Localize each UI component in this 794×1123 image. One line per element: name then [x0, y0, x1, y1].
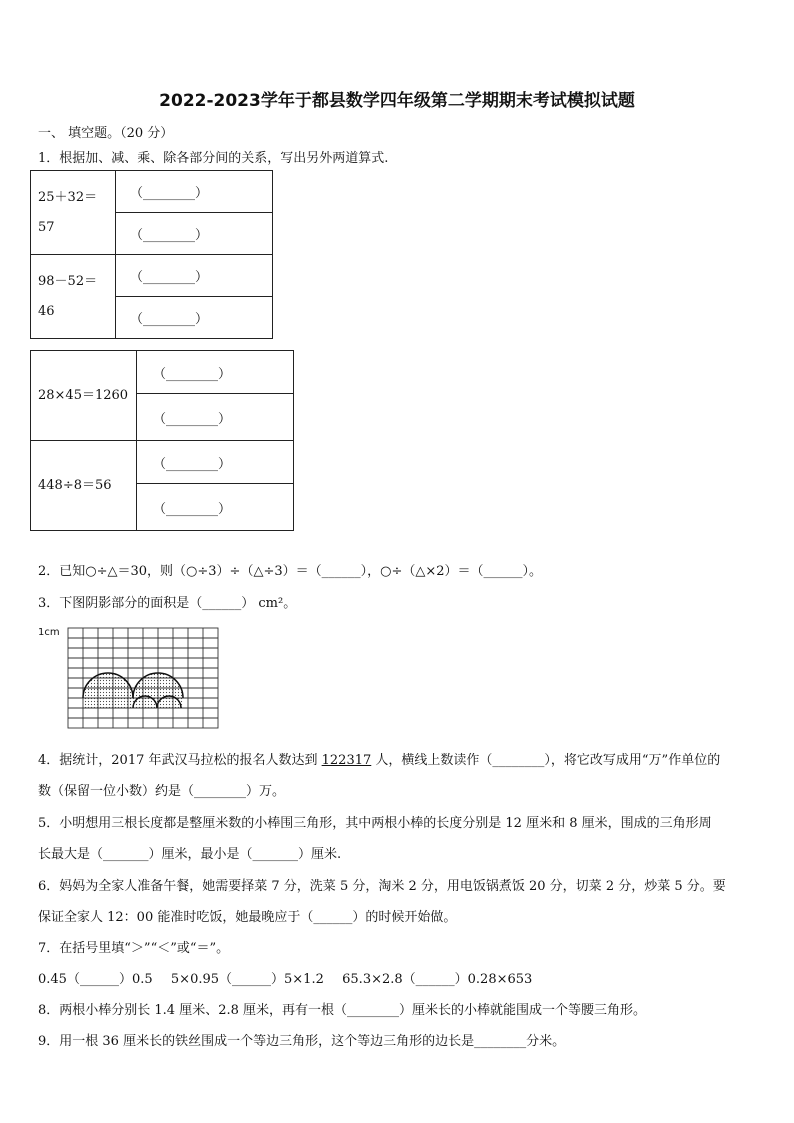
compare-item[interactable]: 0.45（______）0.5	[38, 972, 153, 987]
answer-cell[interactable]: （________）	[137, 394, 294, 441]
equation-result: 57	[38, 219, 55, 235]
answer-cell[interactable]: （________）	[116, 171, 273, 213]
calc-table-a	[30, 170, 273, 339]
question-1: 1．根据加、减、乘、除各部分间的关系，写出另外两道算式.	[38, 151, 389, 166]
answer-cell[interactable]: （________）	[116, 297, 273, 339]
question-7-items	[38, 968, 532, 987]
shaded-area-grid-figure	[36, 622, 226, 734]
page-title: 2022-2023学年于都县数学四年级第二学期期末考试模拟试题	[159, 91, 635, 111]
question-7: 7．在括号里填“＞”“＜”或“＝”。	[38, 941, 230, 956]
answer-cell[interactable]: （________）	[137, 441, 294, 484]
equation-text: 25＋32＝	[38, 189, 98, 205]
equation-cell: 448÷8＝56	[31, 441, 137, 531]
question-3: 3．下图阴影部分的面积是（______） cm²。	[38, 596, 297, 611]
question-2: 2．已知○÷△＝30，则（○÷3）÷（△÷3）＝（______），○÷（△×2）＝（______）。	[38, 564, 543, 579]
question-4-line-1: 4．据统计，2017 年武汉马拉松的报名人数达到 122317 人，横线上数读作（________），将它改写成用“万”作单位的	[38, 753, 721, 768]
answer-cell[interactable]: （________）	[116, 213, 273, 255]
answer-cell[interactable]: （________）	[137, 351, 294, 394]
equation-cell: 28×45＝1260	[31, 351, 137, 441]
calc-table-b	[30, 350, 294, 531]
compare-item[interactable]: 5×0.95（______）5×1.2	[170, 972, 324, 987]
question-9: 9．用一根 36 厘米长的铁丝围成一个等边三角形，这个等边三角形的边长是________分米。	[38, 1034, 566, 1049]
answer-cell[interactable]: （________）	[137, 484, 294, 531]
equation-text: 98－52＝	[38, 273, 98, 289]
question-5-line-2: 长最大是（_______）厘米，最小是（_______）厘米.	[38, 847, 342, 862]
question-8: 8．两根小棒分别长 1.4 厘米、2.8 厘米，再有一根（________）厘米长的小棒就能围成一个等腰三角形。	[38, 1003, 647, 1018]
underlined-number: 122317	[321, 753, 372, 768]
section-heading: 一、 填空题。（20 分）	[38, 126, 174, 141]
question-4-line-2: 数（保留一位小数）约是（________）万。	[38, 784, 286, 799]
compare-item[interactable]: 65.3×2.8（______）0.28×653	[342, 972, 533, 987]
equation-cell	[31, 171, 116, 255]
equation-result: 46	[38, 303, 55, 319]
question-6-line-2: 保证全家人 12：00 能准时吃饭，她最晚应于（______）的时候开始做。	[38, 910, 457, 925]
equation-cell	[31, 255, 116, 339]
answer-cell[interactable]: （________）	[116, 255, 273, 297]
scale-label: 1cm	[38, 627, 60, 638]
question-6-line-1: 6．妈妈为全家人准备午餐，她需要择菜 7 分，洗菜 5 分，淘米 2 分，用电饭锅煮饭 20 分，切菜 2 分，炒菜 5 分。要	[38, 879, 726, 894]
question-5-line-1: 5．小明想用三根长度都是整厘米数的小棒围三角形，其中两根小棒的长度分别是 12 厘米和 8 厘米，围成的三角形周	[38, 816, 712, 831]
